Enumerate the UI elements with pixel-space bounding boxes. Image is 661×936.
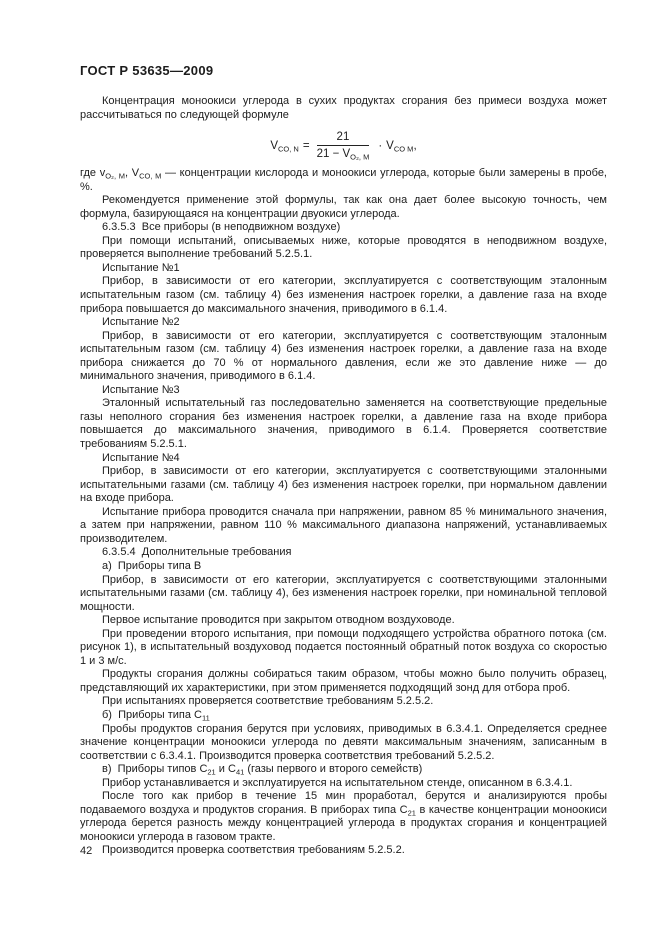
list-item: б) Приборы типа $С_{11}$ <box>102 708 210 723</box>
formula-numerator: 21 <box>317 131 370 146</box>
paragraph: При проведении второго испытания, при помощи подходящего устройства обратного потока (см. рисунок 1), в испытательный воздуховод подается постоянный обратный поток воздуха со скоростью 1 и 3 м/с. <box>80 627 607 667</box>
paragraph: Рекомендуется применение этой формулы, так как она дает более высокую точность, чем формула, базирующаяся на концентрации двуокиси углерода. <box>80 194 607 220</box>
paragraph: Прибор, в зависимости от его категории, эксплуатируется с соответствующим эталонным испытательным газом (см. таблицу 4) без изменения настроек горелки, а давление газа на входе прибора снижается до 70 % от нормального давления, если же это давление ниже — до минимального значения, приводимого в 6.1.4. <box>80 329 607 383</box>
test-label: Испытание №1 <box>102 261 180 274</box>
paragraph: При помощи испытаний, описываемых ниже, которые проводятся в неподвижном воздухе, проверяется выполнение требований 5.2.5.1. <box>80 234 607 261</box>
paragraph: При испытаниях проверяется соответствие требованиям 5.2.5.2. <box>102 695 434 708</box>
paragraph: Прибор, в зависимости от его категории, эксплуатируется с соответствующими эталонными испытательными газами (см. таблицу 4) без изменения настроек горелки, при нормальном давлении на входе прибора. <box>80 465 607 505</box>
section-heading: 6.3.5.3 Все приборы (в неподвижном воздухе) <box>102 221 341 234</box>
paragraph: Концентрация моноокиси углерода в сухих продуктах сгорания без примеси воздуха может рассчитываться по следующей формуле <box>80 95 607 121</box>
content-after <box>80 167 607 858</box>
paragraph: Прибор устанавливается и эксплуатируется на испытательном стенде, описанном в 6.3.4.1. <box>102 776 573 789</box>
section-heading: 6.3.5.4 Дополнительные требования <box>102 546 292 559</box>
paragraph: Эталонный испытательный газ последовательно заменяется на соответствующие предельные газы неполного сгорания без изменения настроек горелки, а давление газа на входе прибора повышается до максимального значения, приводимого в 6.1.4. Проверяется соответствие требованиям 5.2.5.1. <box>80 397 607 451</box>
test-label: Испытание №2 <box>102 316 180 329</box>
paragraph: Испытание прибора проводится сначала при напряжении, равном 85 % минимального значения, а затем при напряжении, равном 110 % максимального диапазона напряжений, устанавливаемых производителем. <box>80 505 607 545</box>
formula-fraction <box>317 131 370 160</box>
paragraph: После того как прибор в течение 15 мин проработал, берутся и анализируются пробы подаваемого воздуха и продуктов сгорания. В приборах типа $С_{21}$ в качестве концентрации моноокиси углерода берется разность между концентрацией углерода в продуктах сгорания и концентрацией моноокиси углерода в газовом тракте. <box>80 790 607 843</box>
paragraph: Первое испытание проводится при закрытом отводном воздуховоде. <box>102 614 455 627</box>
paragraph: Производится проверка соответствия требованиям 5.2.5.2. <box>102 844 405 857</box>
paragraph: Пробы продуктов сгорания берутся при условиях, приводимых в 6.3.4.1. Определяется среднее значение концентрации моноокиси углерода по девяти максимальным значениям, записанным в соответствии с 6.3.4.1. Производится проверка соответствия требований 5.2.5.2. <box>80 722 607 762</box>
paragraph: Продукты сгорания должны собираться таким образом, чтобы можно было получить образец, представляющий их характеристики, при этом применяется подходящий зонд для отбора проб. <box>80 668 607 694</box>
test-label: Испытание №4 <box>102 451 180 464</box>
formula <box>80 131 607 160</box>
where-clause: где $v_{O_2, M}$, $V_{CO, M}$ — концентрации кислорода и моноокиси углерода, которые были замерены в пробе, %. <box>80 167 607 193</box>
page-number: 42 <box>80 845 93 857</box>
formula-denominator: $21 - V_{O_2, M}$ <box>316 148 370 162</box>
text-block <box>80 63 607 858</box>
formula-rhs: · $V_{CO M}$, <box>378 139 417 154</box>
test-label: Испытание №3 <box>102 383 180 396</box>
document-header: ГОСТ Р 53635—2009 <box>80 63 214 78</box>
formula-lhs: $V_{CO, N}$ = <box>270 139 310 154</box>
content-before <box>80 95 607 122</box>
list-item: а) Приборы типа B <box>102 559 202 572</box>
list-item: в) Приборы типов $С_{21}$ и $С_{41}$ (газы первого и второго семейств) <box>102 763 423 777</box>
paragraph: Прибор, в зависимости от его категории, эксплуатируется с соответствующими эталонными испытательными газами (см. таблицу 4), без изменения настроек горелки, при номинальной тепловой мощности. <box>80 573 607 613</box>
paragraph: Прибор, в зависимости от его категории, эксплуатируется с соответствующим эталонным испытательным газом (см. таблицу 4) без изменения настроек горелки, а давление газа на входе прибора повышается до максимального значения, приводимого в 6.1.4. <box>80 275 607 315</box>
